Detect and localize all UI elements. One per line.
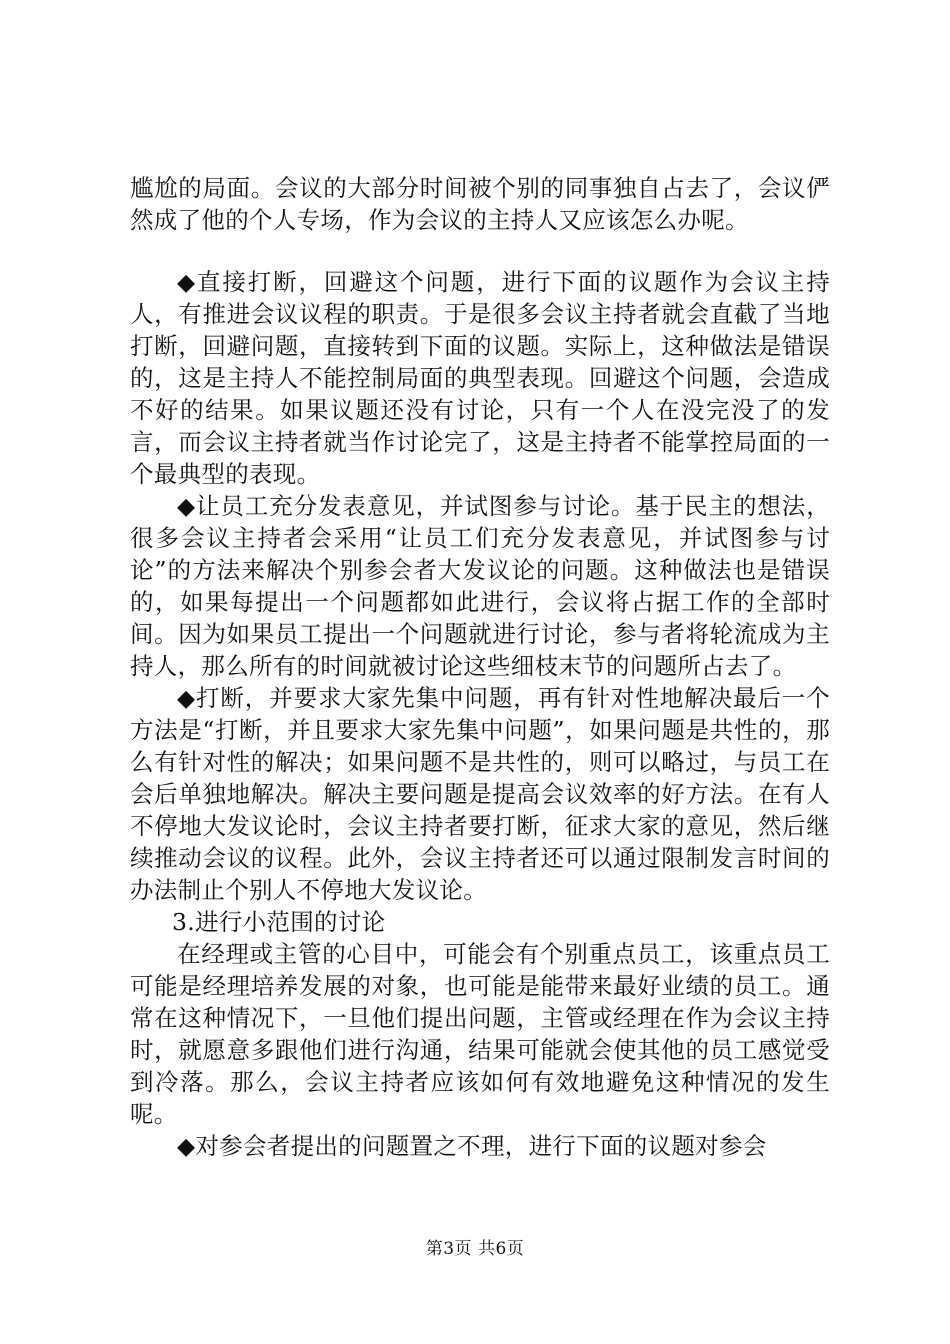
paragraph-ignore-questions: ◆对参会者提出的问题置之不理，进行下面的议题对参会: [177, 1132, 767, 1160]
paragraph-key-staff: 在经理或主管的心目中，可能会有个别重点员工，该重点员工可能是经理培养发展的对象，也可能是能带来最好业绩的员工。通常在这种情况下，一旦他们提出问题，主管或经理在作为会议主持时，就愿意多跟他们进行沟通，结果可能就会使其他的员工感觉受到冷落。那么，会议主持者应该如何有效地避免这种情况的发生呢。: [130, 940, 830, 1128]
page-footer: 第3页 共6页: [425, 1239, 525, 1259]
paragraph-full-discussion: ◆让员工充分发表意见，并试图参与讨论。基于民主的想法，很多会议主持者会采用“让员工们充分发表意见，并试图参与讨论”的方法来解决个别参会者大发议论的问题。这种做法也是错误的，如果每提出一个问题都如此进行，会议将占据工作的全部时间。因为如果员工提出一个问题就进行讨论，参与者将轮流成为主持人，那么所有的时间就被讨论这些细枝末节的问题所占去了。: [130, 492, 830, 680]
paragraph-continuation: 尴尬的局面。会议的大部分时间被个别的同事独自占去了，会议俨然成了他的个人专场，作为会议的主持人又应该怎么办呢。: [130, 174, 830, 234]
paragraph-interrupt-focus: ◆打断，并要求大家先集中问题，再有针对性地解决最后一个方法是“打断，并且要求大家先集中问题”，如果问题是共性的，那么有针对性的解决；如果问题不是共性的，则可以略过，与员工在会后单独地解决。解决主要问题是提高会议效率的好方法。在有人不停地大发议论时，会议主持者要打断，征求大家的意见，然后继续推动会议的议程。此外，会议主持者还可以通过限制发言时间的办法制止个别人不停地大发议论。: [130, 684, 830, 904]
section-heading: 3.进行小范围的讨论: [172, 908, 386, 936]
document-body: [130, 172, 830, 1162]
paragraph-direct-interrupt: ◆直接打断，回避这个问题，进行下面的议题作为会议主持人，有推进会议议程的职责。于是很多会议主持者就会直截了当地打断，回避问题，直接转到下面的议题。实际上，这种做法是错误的，这是主持人不能控制局面的典型表现。回避这个问题，会造成不好的结果。如果议题还没有讨论，只有一个人在没完没了的发言，而会议主持者就当作讨论完了，这是主持者不能掌控局面的一个最典型的表现。: [130, 268, 830, 488]
